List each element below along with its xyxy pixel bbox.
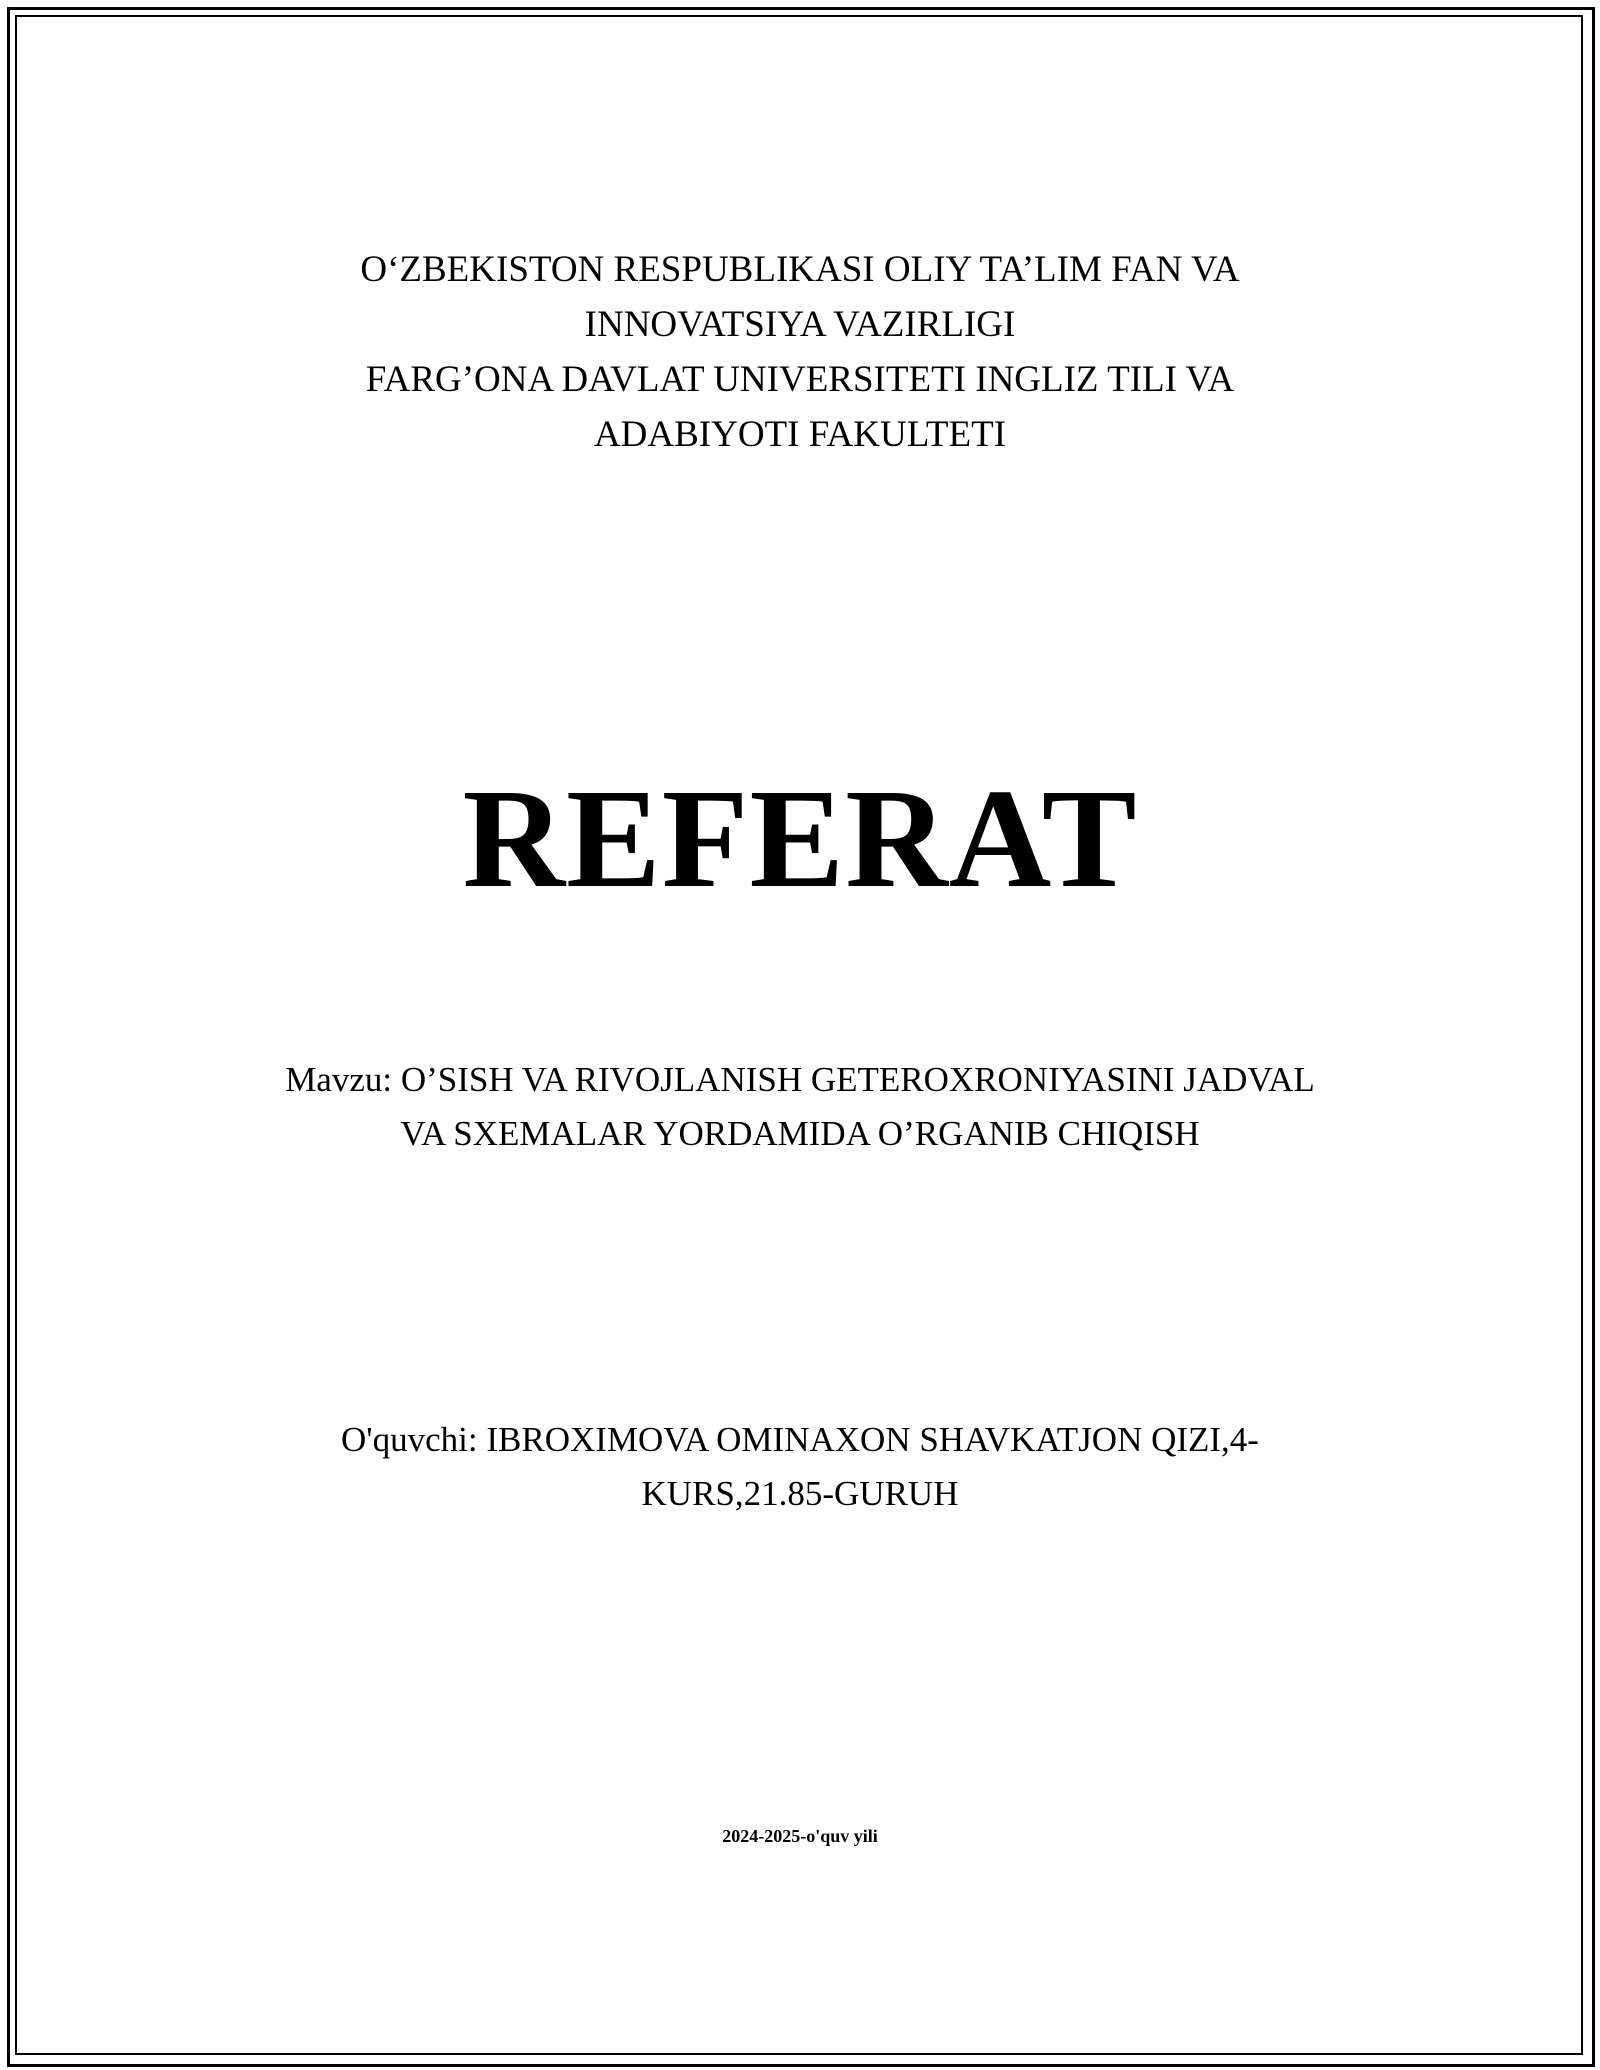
- institution-header: [0, 242, 1600, 462]
- academic-year: 2024-2025-o'quv yili: [722, 1826, 878, 1846]
- document-title: REFERAT: [462, 759, 1138, 917]
- header-line: O‘ZBEKISTON RESPUBLIKASI OLIY TA’LIM FAN VA: [360, 249, 1240, 290]
- student-line: O'quvchi: IBROXIMOVA OMINAXON SHAVKATJON QIZI,4-: [341, 1420, 1259, 1459]
- topic-line: VA SXEMALAR YORDAMIDA O’RGANIB CHIQISH: [400, 1114, 1200, 1153]
- topic: [0, 1053, 1600, 1161]
- header-line: ADABIYOTI FAKULTETI: [593, 414, 1007, 455]
- header-line: INNOVATSIYA VAZIRLIGI: [584, 304, 1016, 345]
- student-info: [0, 1413, 1600, 1521]
- student-line: KURS,21.85-GURUH: [641, 1474, 959, 1513]
- topic-line: Mavzu: O’SISH VA RIVOJLANISH GETEROXRONIYASINI JADVAL: [285, 1060, 1315, 1099]
- header-line: FARG’ONA DAVLAT UNIVERSITETI INGLIZ TILI VA: [365, 359, 1235, 400]
